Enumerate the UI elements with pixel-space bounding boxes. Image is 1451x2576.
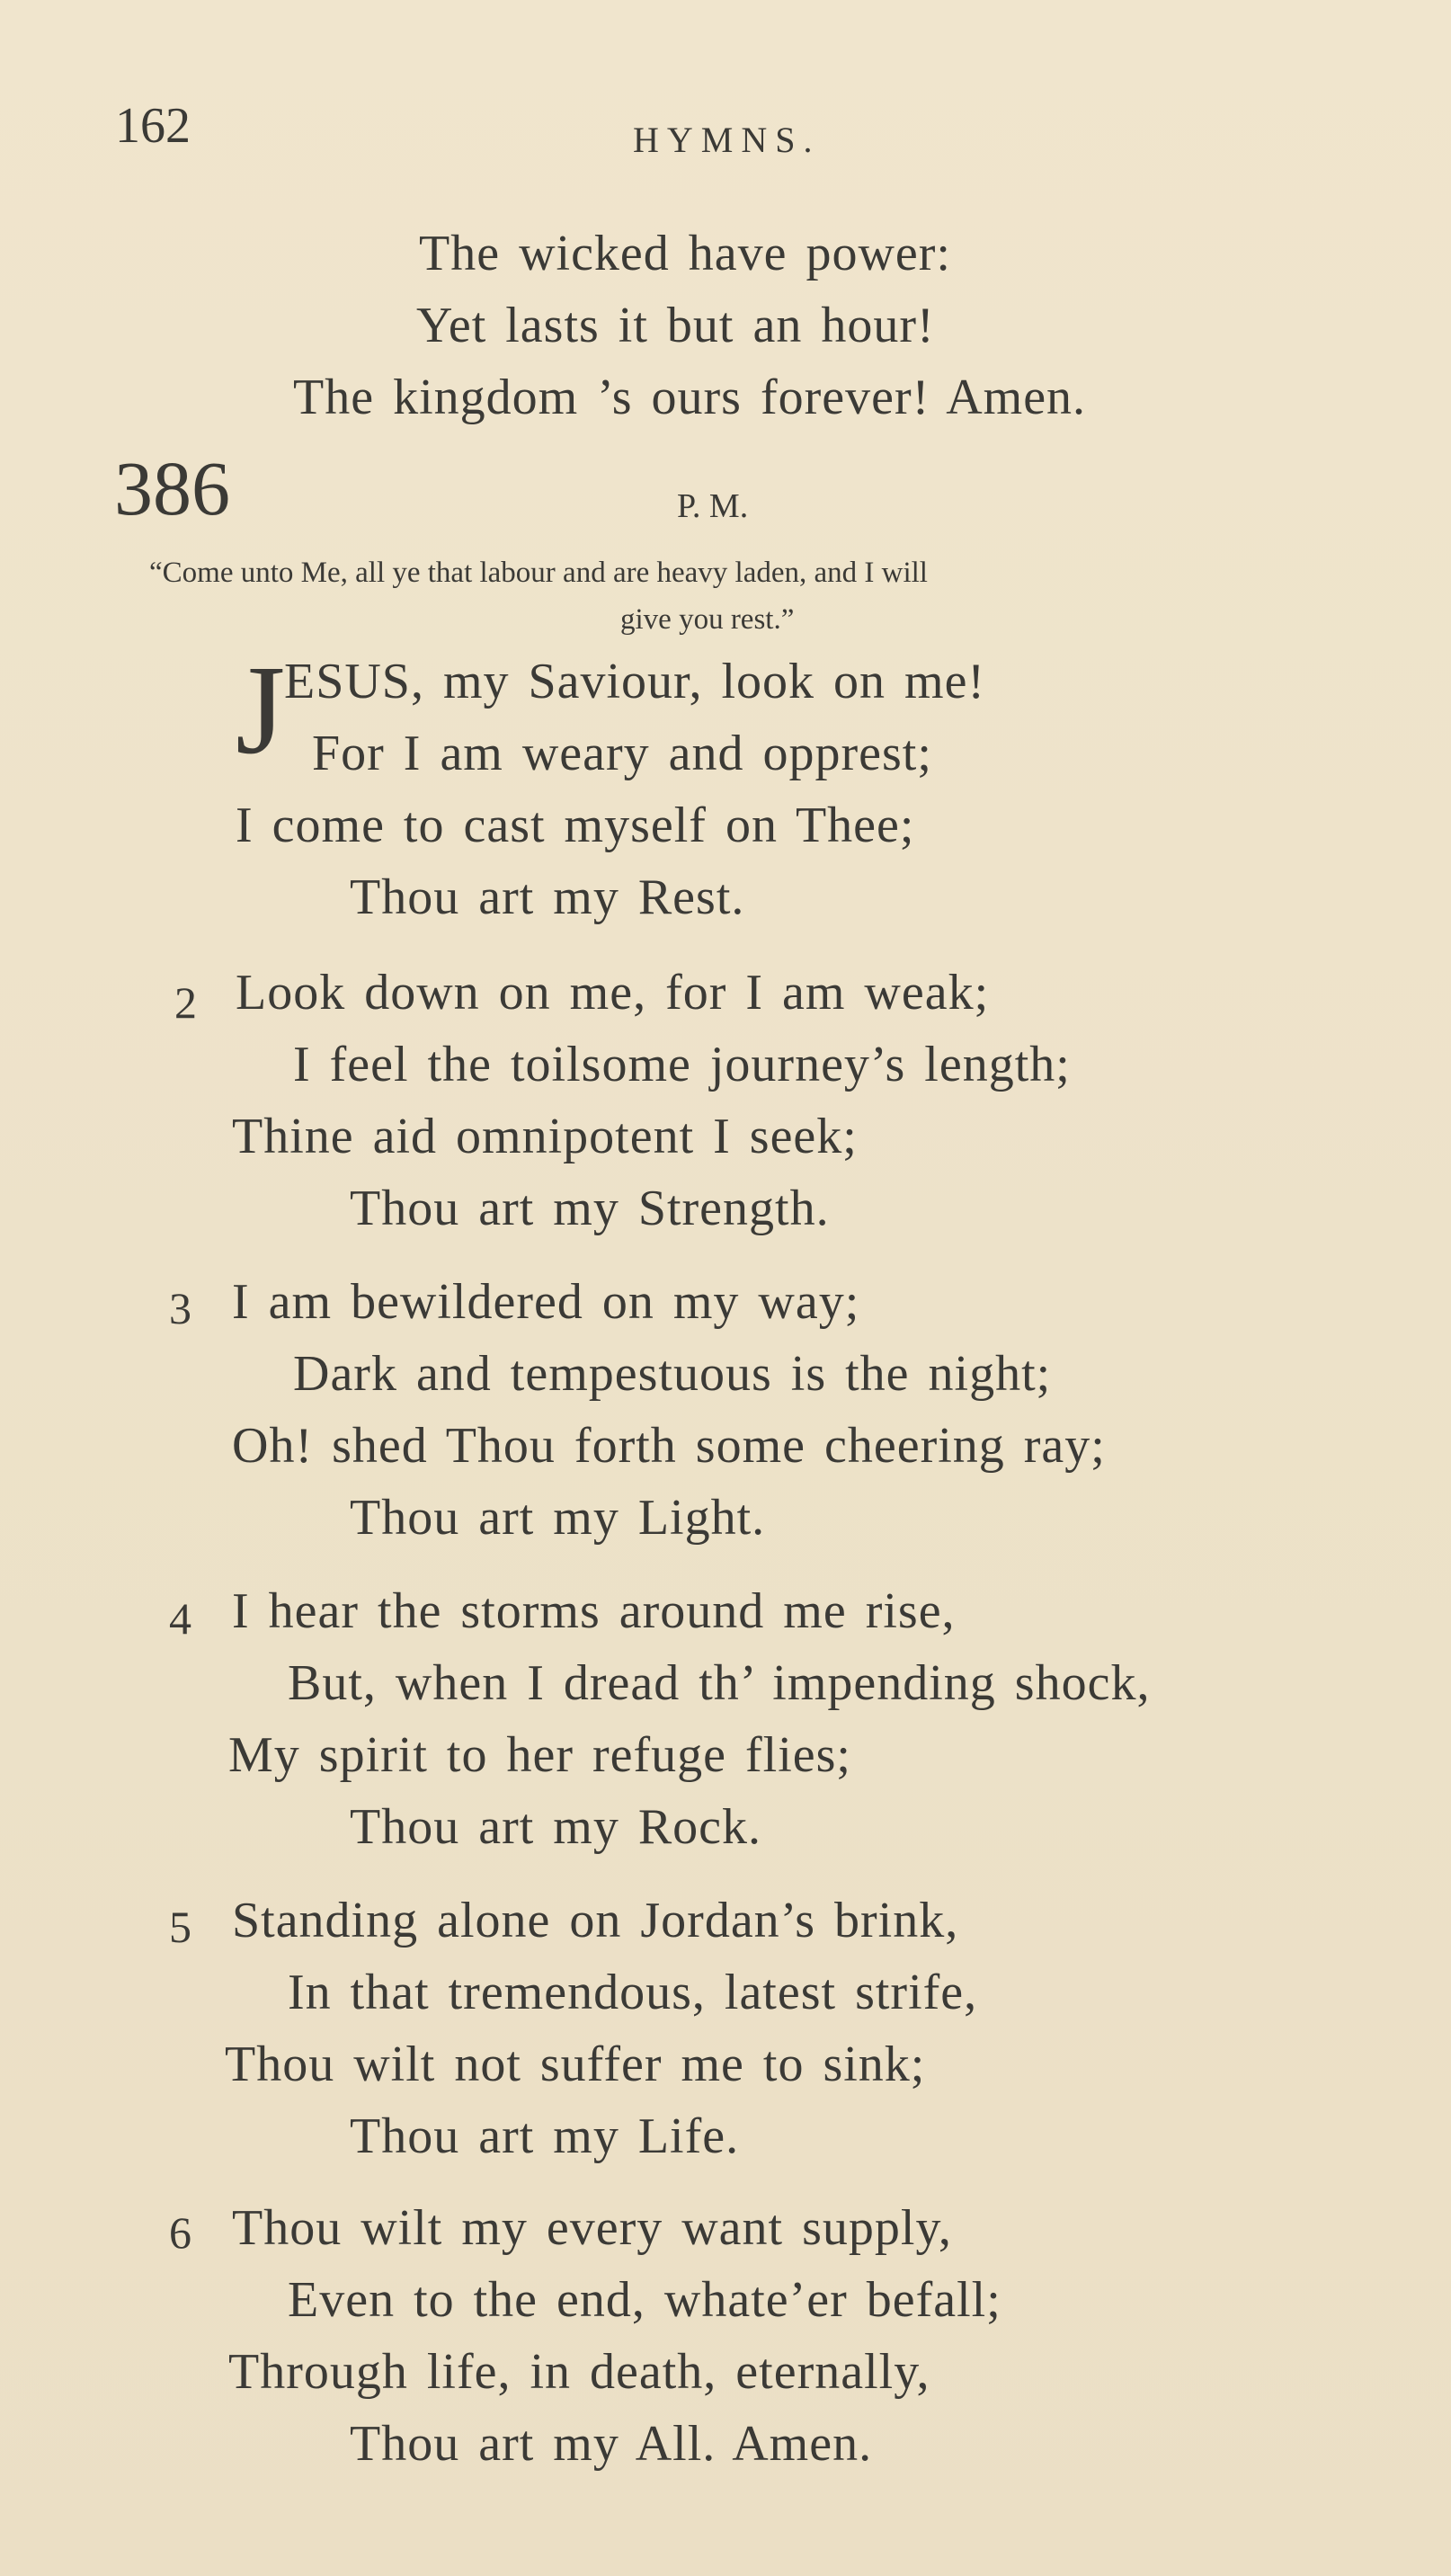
verse-line: Thou art my Life. (350, 2108, 740, 2164)
drop-cap: J (236, 638, 286, 780)
previous-hymn-line: The kingdom ’s ours forever! Amen. (293, 370, 1087, 425)
verse-line: In that tremendous, latest strife, (288, 1965, 978, 2020)
verse-line: Thou wilt not suffer me to sink; (225, 2037, 926, 2092)
hymn-number: 386 (114, 445, 230, 531)
verse-line: Thou art my Rock. (350, 1799, 762, 1855)
verse-line: I am bewildered on my way; (232, 1274, 860, 1330)
verse-line: Oh! shed Thou forth some cheering ray; (232, 1418, 1106, 1474)
running-title: HYMNS. (633, 120, 821, 160)
verse-line: But, when I dread th’ impending shock, (288, 1655, 1151, 1711)
verse-line: Standing alone on Jordan’s brink, (232, 1893, 959, 1948)
verse-line: Thou art my Rest. (350, 869, 745, 925)
stanza-number: 6 (169, 2207, 191, 2258)
verse-line: I feel the toilsome journey’s length; (293, 1037, 1071, 1092)
verse-line: My spirit to her refuge flies; (228, 1727, 851, 1783)
verse-line: Thou art my Light. (350, 1490, 766, 1546)
stanza-number: 5 (169, 1902, 191, 1952)
verse-line: Thou art my All. Amen. (350, 2416, 873, 2472)
verse-line: I come to cast myself on Thee; (236, 798, 915, 853)
stanza-number: 2 (174, 977, 197, 1028)
epigraph-line: give you rest.” (620, 603, 795, 636)
verse-line: For I am weary and opprest; (312, 726, 932, 781)
page-number: 162 (115, 98, 191, 154)
verse-line: Dark and tempestuous is the night; (293, 1346, 1052, 1402)
epigraph-line: “Come unto Me, all ye that labour and are heavy laden, and I will (149, 557, 928, 589)
verse-line: Look down on me, for I am weak; (236, 965, 990, 1021)
verse-line: Through life, in death, eternally, (228, 2344, 930, 2400)
stanza-number: 3 (169, 1283, 191, 1333)
verse-line: Thou art my Strength. (350, 1181, 830, 1236)
verse-line: Even to the end, whate’er befall; (288, 2272, 1001, 2328)
stanza-number: 4 (169, 1593, 191, 1644)
verse-line: ESUS, my Saviour, look on me! (284, 654, 986, 709)
previous-hymn-line: The wicked have power: (419, 226, 951, 281)
verse-line: Thou wilt my every want supply, (232, 2200, 952, 2256)
hymn-meter: P. M. (677, 487, 749, 525)
verse-line: Thine aid omnipotent I seek; (232, 1109, 858, 1164)
previous-hymn-line: Yet lasts it but an hour! (416, 298, 935, 353)
verse-line: I hear the storms around me rise, (232, 1583, 956, 1639)
